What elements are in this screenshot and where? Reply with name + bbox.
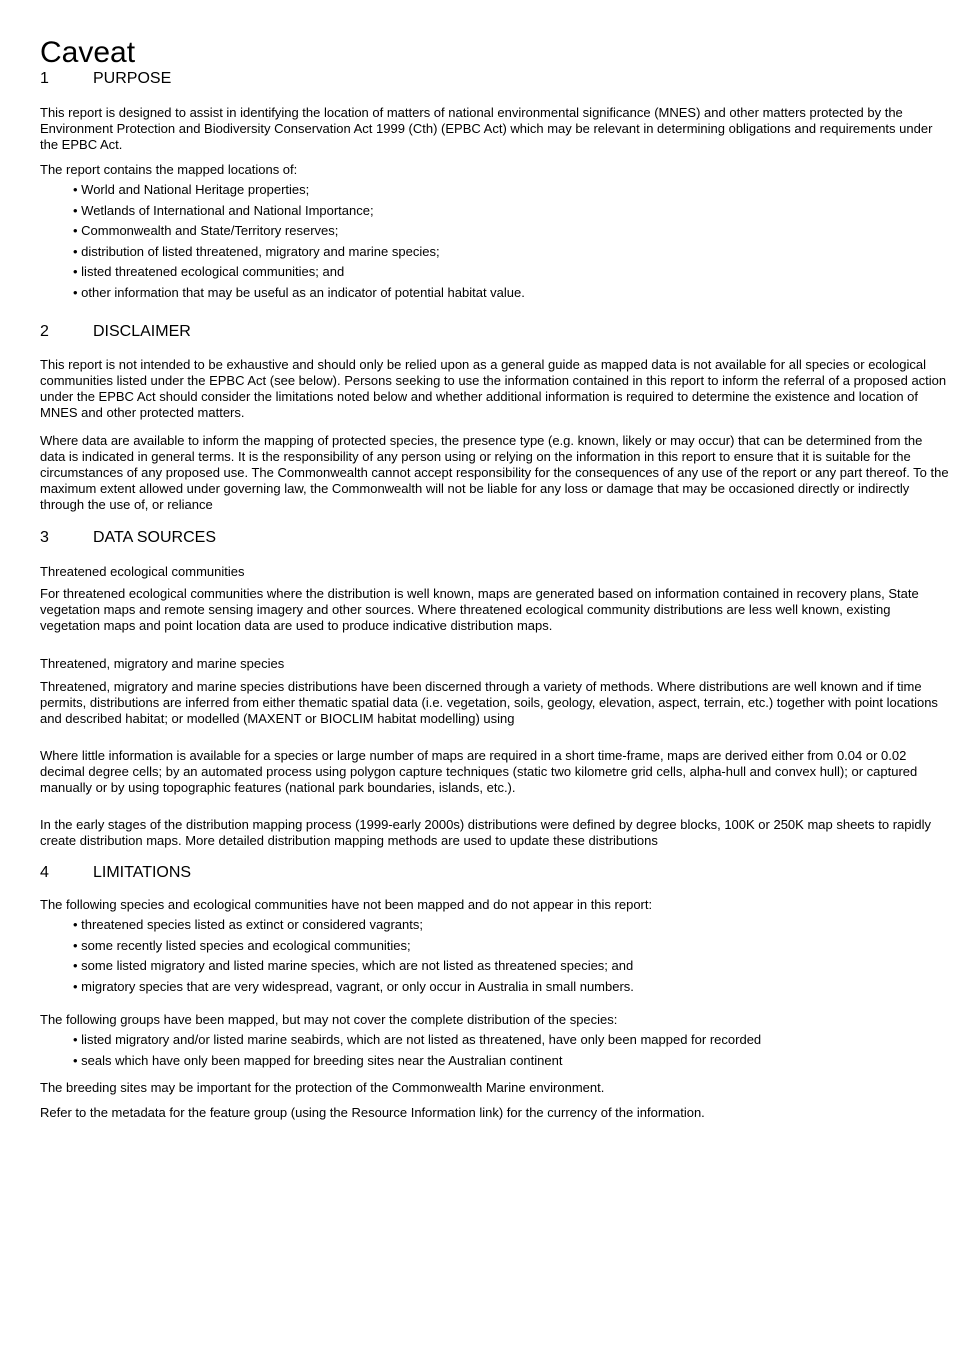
limitations-paragraph-1: The following species and ecological communities have not been mapped and do not appear in this report: bbox=[40, 897, 653, 912]
section-number: 4 bbox=[40, 864, 49, 881]
limitations-bullet-list-2 bbox=[40, 1032, 967, 1073]
section-title: DISCLAIMER bbox=[93, 323, 191, 340]
limitations-paragraph-2: The following groups have been mapped, but may not cover the complete distribution of the species: bbox=[40, 1012, 618, 1027]
data-sources-paragraph-3: Where little information is available for a species or large number of maps are required in a short time-frame, maps are derived either from 0.04 or 0.02 decimal degree cells; by an automated process using polygon capture techniques (static two kilometre grid cells, alpha-hull and convex hull); or captured manually or by using topographic features (national park boundaries, islands, etc.). bbox=[40, 748, 918, 795]
page-title: Caveat bbox=[40, 36, 136, 69]
section-title: DATA SOURCES bbox=[93, 529, 216, 546]
section-number: 3 bbox=[40, 529, 49, 546]
list-item: • seals which have only been mapped for breeding sites near the Australian continent bbox=[73, 1052, 563, 1068]
subheading-species: Threatened, migratory and marine species bbox=[40, 656, 285, 671]
list-item: • some listed migratory and listed marine species, which are not listed as threatened species; and bbox=[73, 958, 634, 974]
data-sources-paragraph-1: For threatened ecological communities where the distribution is well known, maps are generated based on information contained in recovery plans, State vegetation maps and remote sensing imagery and other sources. Where threatened ecological community distributions are less well known, existing vegetation maps and point location data are used to produce indicative distribution maps. bbox=[40, 586, 919, 633]
section-heading-data-sources bbox=[40, 528, 950, 548]
subheading-ecological-communities: Threatened ecological communities bbox=[40, 564, 245, 579]
disclaimer-paragraph-2: Where data are available to inform the mapping of protected species, the presence type (e.g. known, likely or may occur) that can be determined from the data is indicated in general terms. It is the responsibility of any person using or relying on the information in this report to ensure that it is suitable for the circumstances of any proposed use. The Commonwealth cannot accept responsibility for the consequences of any use of the report or any part thereof. To the maximum extent allowed under governing law, the Commonwealth will not be liable for any loss or damage that may be occasioned directly or indirectly through the use of, or reliance bbox=[40, 433, 949, 512]
list-item: • distribution of listed threatened, migratory and marine species; bbox=[73, 243, 440, 259]
list-item: • Commonwealth and State/Territory reserves; bbox=[73, 223, 339, 239]
list-item: • other information that may be useful as an indicator of potential habitat value. bbox=[73, 284, 525, 300]
purpose-paragraph: This report is designed to assist in identifying the location of matters of national environmental significance (MNES) and other matters protected by the Environment Protection and Biodiversity Conservation Act 1999 (Cth) (EPBC Act) which may be relevant in determining obligations and requirements under the EPBC Act. bbox=[40, 105, 933, 152]
list-item: • World and National Heritage properties; bbox=[73, 182, 310, 197]
data-sources-paragraph-4: In the early stages of the distribution mapping process (1999-early 2000s) distributions were defined by degree blocks, 100K or 250K map sheets to rapidly create distribution maps. More detailed distribution mapping methods are used to update these distributions bbox=[40, 817, 932, 848]
section-heading-purpose bbox=[40, 69, 950, 89]
limitations-paragraph-3: The breeding sites may be important for the protection of the Commonwealth Marine environment. bbox=[40, 1080, 605, 1095]
list-item: • threatened species listed as extinct or considered vagrants; bbox=[73, 917, 423, 932]
purpose-list-intro: The report contains the mapped locations of: bbox=[40, 162, 298, 177]
disclaimer-paragraph-1: This report is not intended to be exhaustive and should only be relied upon as a general guide as mapped data is not available for all species or ecological communities listed under the EPBC Act (see below). Persons seeking to use the information contained in this report to inform the referral of a proposed action under the EPBC Act should consider the limitations noted below and whether additional information is required to determine the existence and location of MNES and other protected matters. bbox=[40, 357, 947, 420]
section-heading-limitations bbox=[40, 863, 950, 883]
list-item: • Wetlands of International and National Importance; bbox=[73, 202, 374, 218]
section-title: LIMITATIONS bbox=[93, 864, 192, 881]
list-item: • migratory species that are very widespread, vagrant, or only occur in Australia in small numbers. bbox=[73, 978, 634, 994]
section-title: PURPOSE bbox=[93, 70, 172, 87]
section-number: 2 bbox=[40, 323, 49, 340]
limitations-bullet-list-1 bbox=[40, 917, 967, 999]
list-item: • listed threatened ecological communities; and bbox=[73, 264, 345, 280]
purpose-bullet-list bbox=[40, 182, 967, 306]
data-sources-paragraph-2: Threatened, migratory and marine species distributions have been discerned through a variety of methods. Where distributions are well known and if time permits, distributions are inferred from either thematic spatial data (i.e. vegetation, soils, geology, elevation, aspect, terrain, etc.) together with point locations and described habitat; or modelled (MAXENT or BIOCLIM habitat modelling) using bbox=[40, 679, 938, 726]
limitations-paragraph-4: Refer to the metadata for the feature group (using the Resource Information link) for the currency of the information. bbox=[40, 1105, 705, 1120]
list-item: • listed migratory and/or listed marine seabirds, which are not listed as threatened, have only been mapped for recorded bbox=[73, 1032, 762, 1047]
section-heading-disclaimer bbox=[40, 322, 950, 342]
section-number: 1 bbox=[40, 70, 49, 87]
list-item: • some recently listed species and ecological communities; bbox=[73, 937, 411, 953]
